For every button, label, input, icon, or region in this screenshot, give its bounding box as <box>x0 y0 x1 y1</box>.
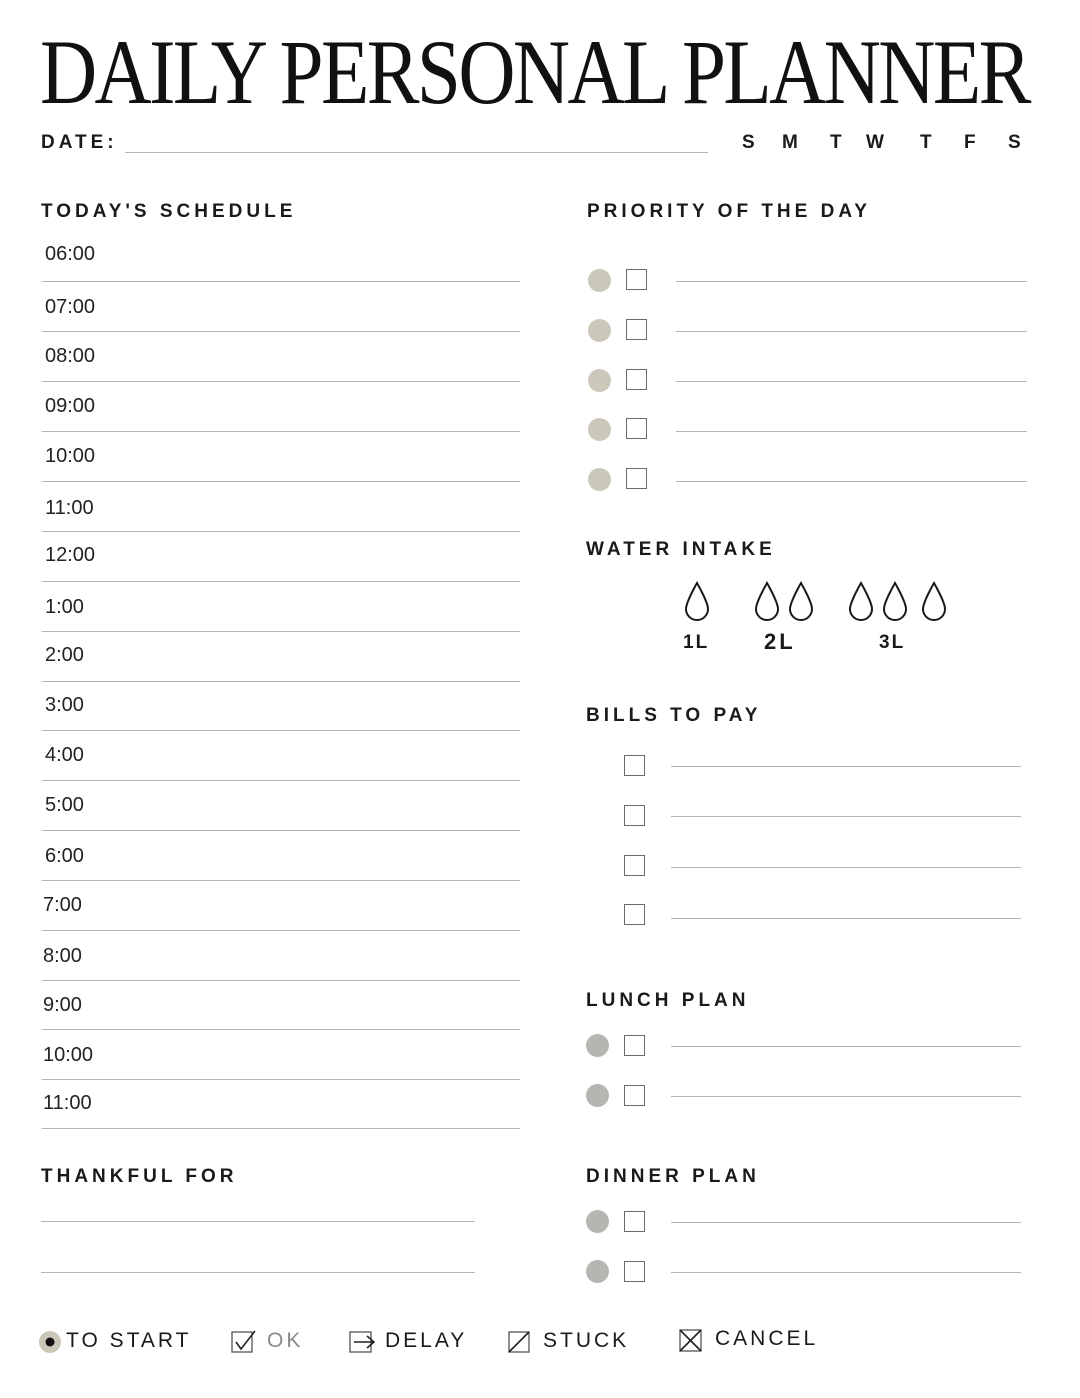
schedule-line[interactable] <box>42 830 520 831</box>
schedule-time: 2:00 <box>45 644 84 666</box>
schedule-line[interactable] <box>42 980 520 981</box>
weekday-thursday[interactable]: T <box>920 132 932 153</box>
stuck-slash-icon <box>508 1330 532 1354</box>
water-level-2l[interactable]: 2L <box>764 629 796 654</box>
schedule-line[interactable] <box>42 1079 520 1080</box>
date-label: DATE: <box>41 132 118 153</box>
schedule-line[interactable] <box>42 481 520 482</box>
bills-heading: BILLS TO PAY <box>586 705 762 726</box>
dinner-dot <box>586 1210 609 1233</box>
water-drop-icon <box>686 583 708 620</box>
water-drops <box>680 580 960 624</box>
lunch-heading: LUNCH PLAN <box>586 990 750 1011</box>
priority-dot <box>588 418 611 441</box>
lunch-dot <box>586 1034 609 1057</box>
priority-line[interactable] <box>676 431 1027 432</box>
bill-line[interactable] <box>671 867 1021 868</box>
date-field[interactable] <box>125 152 708 153</box>
bill-checkbox[interactable] <box>624 755 645 776</box>
water-heading: WATER INTAKE <box>586 539 776 560</box>
schedule-time: 11:00 <box>45 497 94 519</box>
water-drop-icon <box>923 583 945 620</box>
schedule-time: 12:00 <box>45 544 96 566</box>
lunch-line[interactable] <box>671 1046 1021 1047</box>
water-level-1l[interactable]: 1L <box>683 632 710 653</box>
priority-line[interactable] <box>676 481 1027 482</box>
thankful-heading: THANKFUL FOR <box>41 1166 238 1187</box>
page-title: DAILY PERSONAL PLANNER <box>40 21 1029 123</box>
legend-stuck: STUCK <box>543 1329 630 1352</box>
priority-checkbox[interactable] <box>626 468 647 489</box>
schedule-line[interactable] <box>42 930 520 931</box>
schedule-time: 10:00 <box>43 1044 94 1066</box>
bill-line[interactable] <box>671 766 1021 767</box>
legend-cancel: CANCEL <box>715 1327 819 1350</box>
schedule-line[interactable] <box>42 631 520 632</box>
schedule-line[interactable] <box>42 780 520 781</box>
legend-delay: DELAY <box>385 1329 468 1352</box>
schedule-time: 1:00 <box>45 596 84 618</box>
schedule-time: 10:00 <box>45 445 96 467</box>
water-drop-icon <box>790 583 812 620</box>
thankful-line[interactable] <box>41 1272 475 1273</box>
ok-check-icon <box>231 1330 257 1354</box>
dinner-line[interactable] <box>671 1222 1021 1223</box>
schedule-time: 06:00 <box>45 243 96 265</box>
water-drop-icon <box>756 583 778 620</box>
schedule-time: 08:00 <box>45 345 96 367</box>
weekday-saturday[interactable]: S <box>1008 132 1021 153</box>
schedule-time: 3:00 <box>45 694 84 716</box>
priority-checkbox[interactable] <box>626 369 647 390</box>
schedule-time: 6:00 <box>45 845 84 867</box>
schedule-line[interactable] <box>42 331 520 332</box>
water-drop-icon <box>850 583 872 620</box>
priority-dot <box>588 319 611 342</box>
priority-checkbox[interactable] <box>626 319 647 340</box>
schedule-line[interactable] <box>42 381 520 382</box>
weekday-tuesday[interactable]: T <box>830 132 842 153</box>
legend-ok: OK <box>267 1329 304 1352</box>
dinner-dot <box>586 1260 609 1283</box>
water-level-3l[interactable]: 3L <box>879 632 906 653</box>
bill-line[interactable] <box>671 918 1021 919</box>
priority-heading: PRIORITY OF THE DAY <box>587 201 871 222</box>
weekday-monday[interactable]: M <box>782 132 798 153</box>
legend-to-start: TO START <box>66 1329 192 1352</box>
schedule-line[interactable] <box>42 1029 520 1030</box>
priority-line[interactable] <box>676 381 1027 382</box>
bill-checkbox[interactable] <box>624 904 645 925</box>
priority-dot <box>588 269 611 292</box>
schedule-time: 8:00 <box>43 945 82 967</box>
lunch-checkbox[interactable] <box>624 1035 645 1056</box>
schedule-time: 7:00 <box>43 894 82 916</box>
bill-line[interactable] <box>671 816 1021 817</box>
dinner-line[interactable] <box>671 1272 1021 1273</box>
schedule-heading: TODAY'S SCHEDULE <box>41 201 297 222</box>
lunch-checkbox[interactable] <box>624 1085 645 1106</box>
dinner-heading: DINNER PLAN <box>586 1166 760 1187</box>
dinner-checkbox[interactable] <box>624 1261 645 1282</box>
schedule-line[interactable] <box>42 431 520 432</box>
water-drop-icon <box>884 583 906 620</box>
lunch-line[interactable] <box>671 1096 1021 1097</box>
schedule-time: 5:00 <box>45 794 84 816</box>
schedule-line[interactable] <box>42 730 520 731</box>
bill-checkbox[interactable] <box>624 855 645 876</box>
weekday-friday[interactable]: F <box>964 132 976 153</box>
to-start-dot-icon <box>38 1330 62 1354</box>
schedule-time: 07:00 <box>45 296 96 318</box>
priority-checkbox[interactable] <box>626 269 647 290</box>
priority-line[interactable] <box>676 281 1027 282</box>
lunch-dot <box>586 1084 609 1107</box>
weekday-sunday[interactable]: S <box>742 132 755 153</box>
schedule-line[interactable] <box>42 281 520 282</box>
schedule-time: 11:00 <box>43 1092 92 1114</box>
schedule-line[interactable] <box>42 681 520 682</box>
priority-dot <box>588 468 611 491</box>
cancel-x-icon <box>679 1328 703 1352</box>
priority-line[interactable] <box>676 331 1027 332</box>
dinner-checkbox[interactable] <box>624 1211 645 1232</box>
schedule-line[interactable] <box>42 880 520 881</box>
schedule-time: 09:00 <box>45 395 96 417</box>
schedule-line[interactable] <box>42 581 520 582</box>
schedule-time: 9:00 <box>43 994 82 1016</box>
thankful-line[interactable] <box>41 1221 475 1222</box>
schedule-time: 4:00 <box>45 744 84 766</box>
bill-checkbox[interactable] <box>624 805 645 826</box>
schedule-line[interactable] <box>42 531 520 532</box>
delay-arrow-icon <box>349 1330 377 1354</box>
schedule-line[interactable] <box>42 1128 520 1129</box>
priority-checkbox[interactable] <box>626 418 647 439</box>
weekday-wednesday[interactable]: W <box>866 132 884 153</box>
priority-dot <box>588 369 611 392</box>
